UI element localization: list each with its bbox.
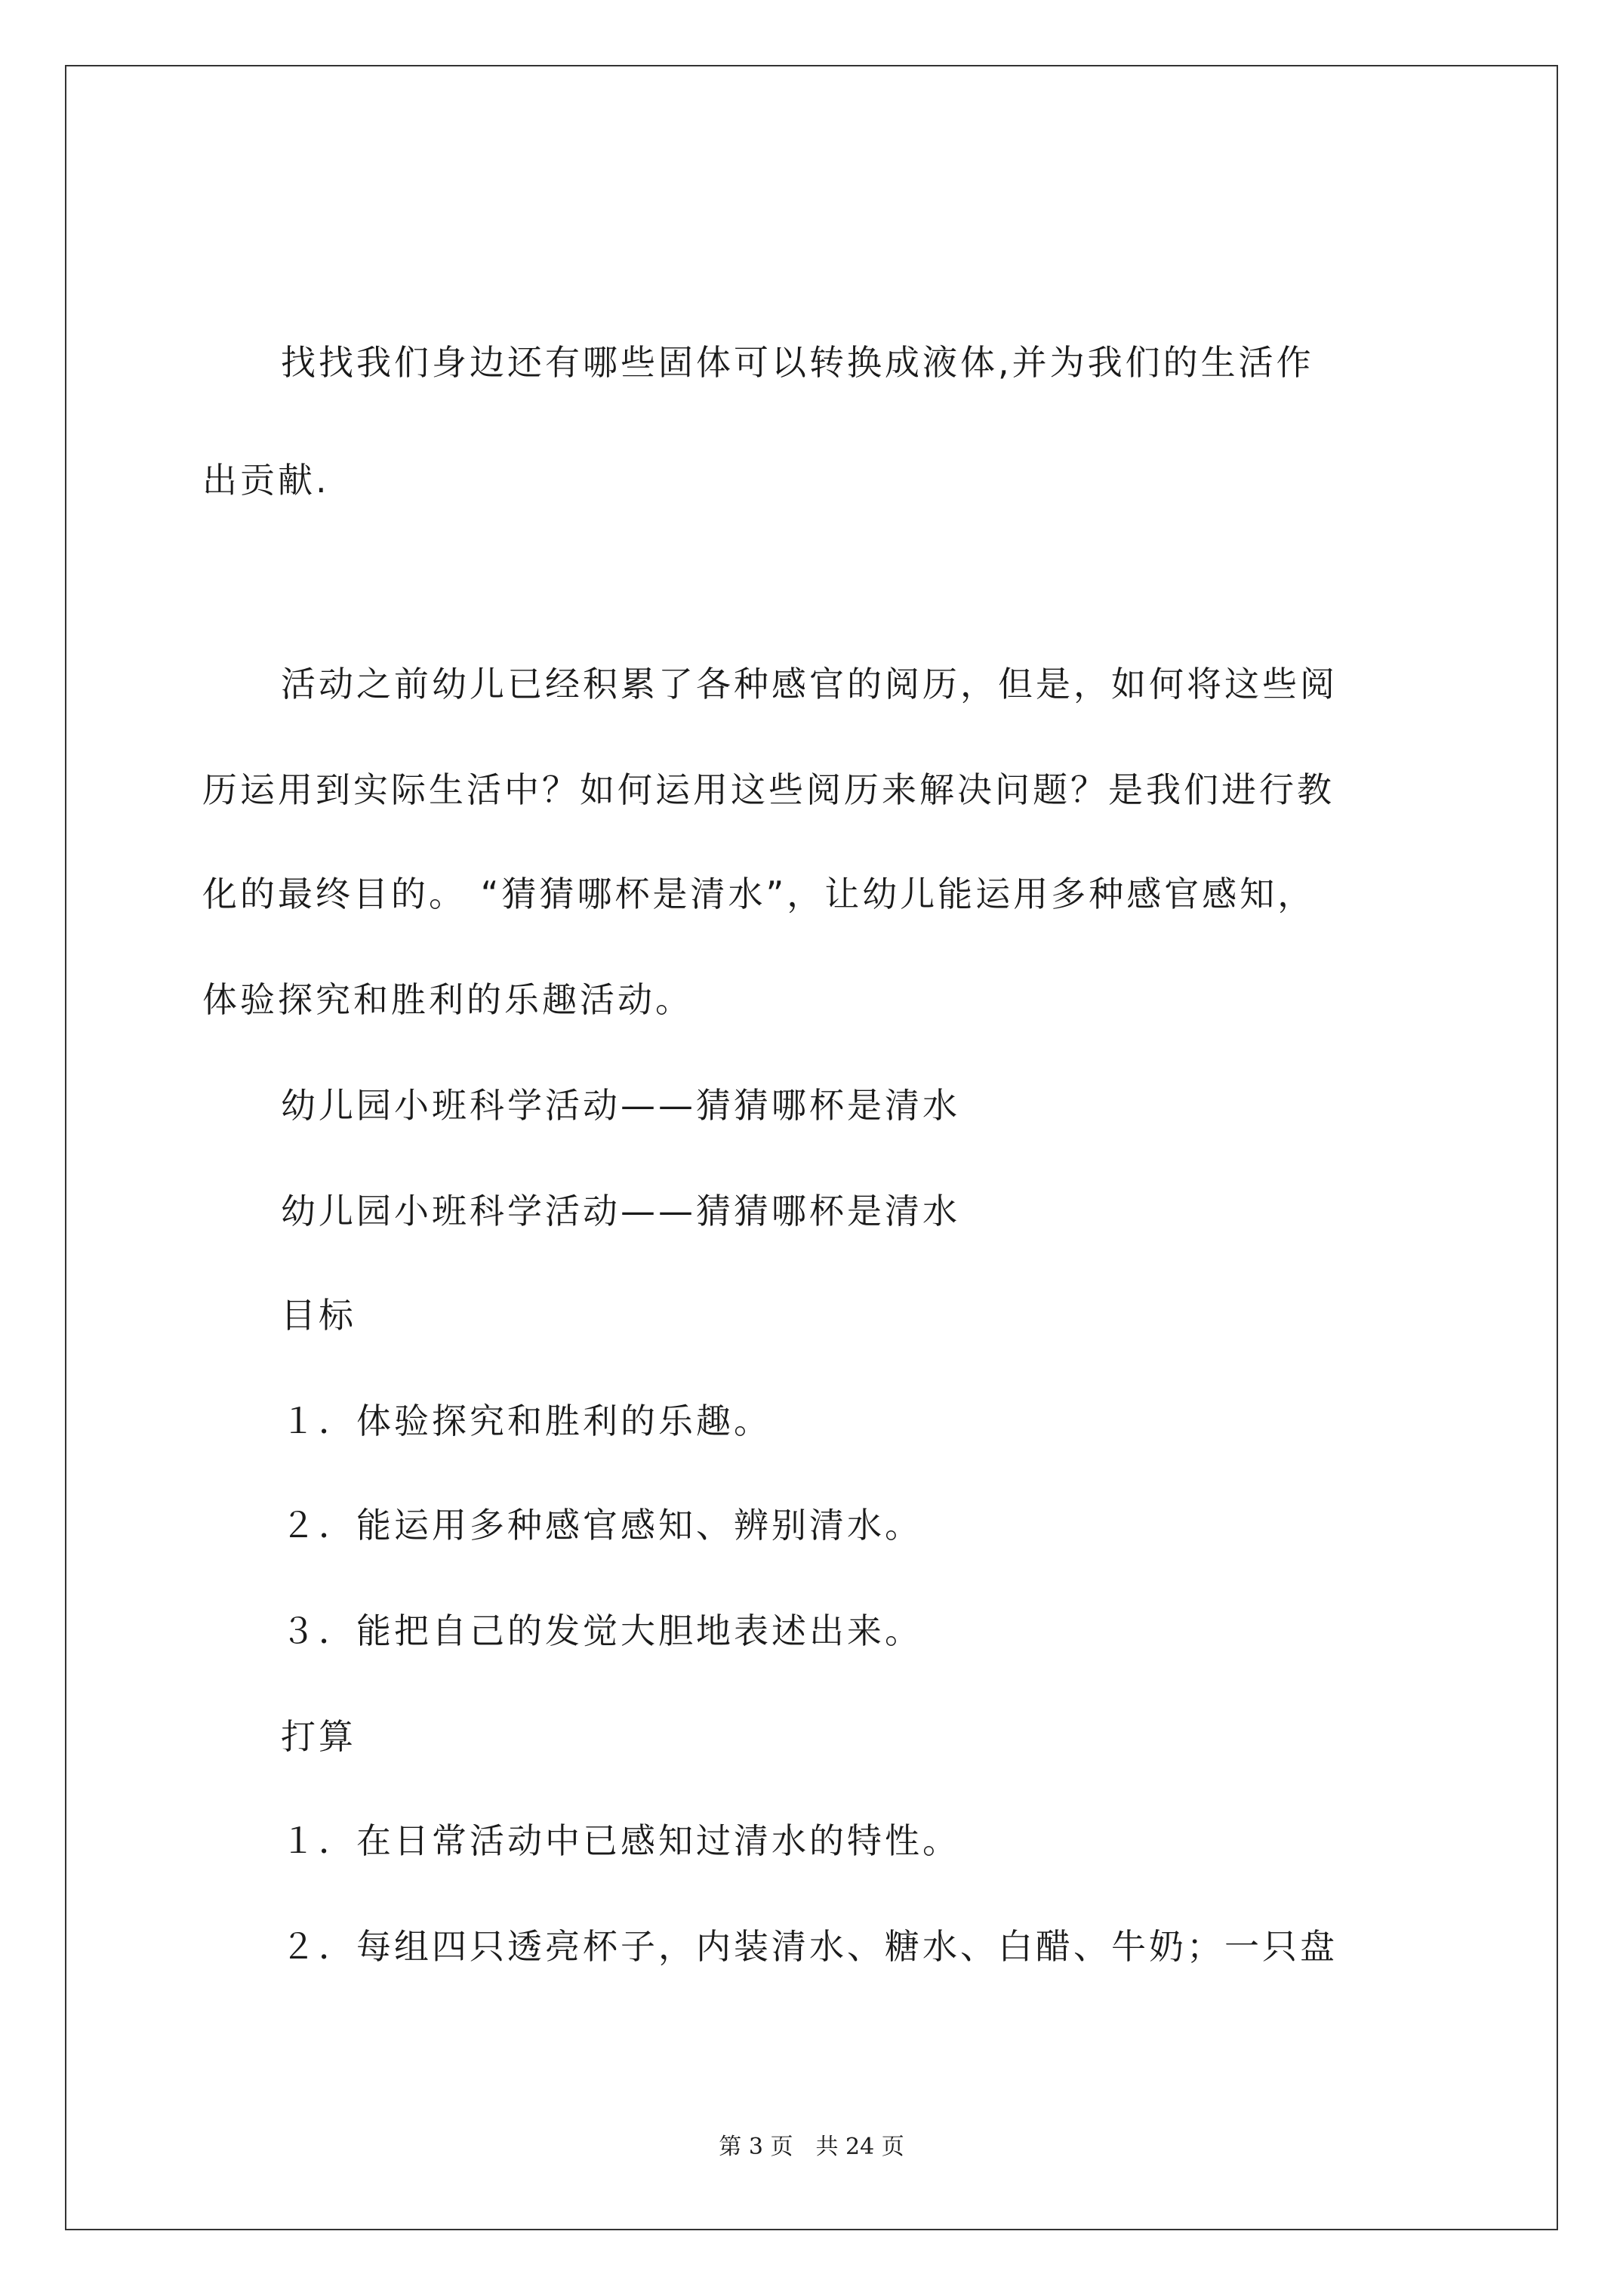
page-number-footer: 第 3 页 共 24 页	[719, 2134, 904, 2160]
goal-item-2: ２．能运用多种感官感知、辨别清水。	[281, 1505, 922, 1546]
page-border	[65, 65, 1558, 2230]
section-heading-goals: 目标	[281, 1295, 356, 1336]
preparation-item-1: １．在日常活动中已感知过清水的特性。	[281, 1820, 960, 1861]
title-line-1: 幼儿园小班科学活动——猜猜哪杯是清水	[281, 1085, 960, 1126]
section-heading-preparation: 打算	[281, 1716, 356, 1757]
title-line-2: 幼儿园小班科学活动——猜猜哪杯是清水	[281, 1191, 960, 1231]
paragraph-2-line-3: 化的最终目的。 “猜猜哪杯是清水”，让幼儿能运用多种感官感知，	[202, 874, 1316, 914]
preparation-item-2: ２．每组四只透亮杯子，内装清水、糖水、白醋、牛奶；一只盘	[281, 1926, 1338, 1967]
paragraph-2-line-2: 历运用到实际生活中？如何运用这些阅历来解决问题？是我们进行教	[202, 769, 1335, 810]
paragraph-2-line-4: 体验探究和胜利的乐趣活动。	[202, 979, 693, 1020]
paragraph-1-line-1: 找找我们身边还有哪些固体可以转换成液体,并为我们的生活作	[281, 342, 1314, 383]
goal-item-3: ３．能把自己的发觉大胆地表述出来。	[281, 1610, 922, 1651]
paragraph-1-line-2: 出贡献.	[202, 460, 330, 501]
goal-item-1: １．体验探究和胜利的乐趣。	[281, 1401, 771, 1441]
paragraph-2-line-1: 活动之前幼儿已经积累了各种感官的阅历，但是，如何将这些阅	[281, 664, 1338, 704]
